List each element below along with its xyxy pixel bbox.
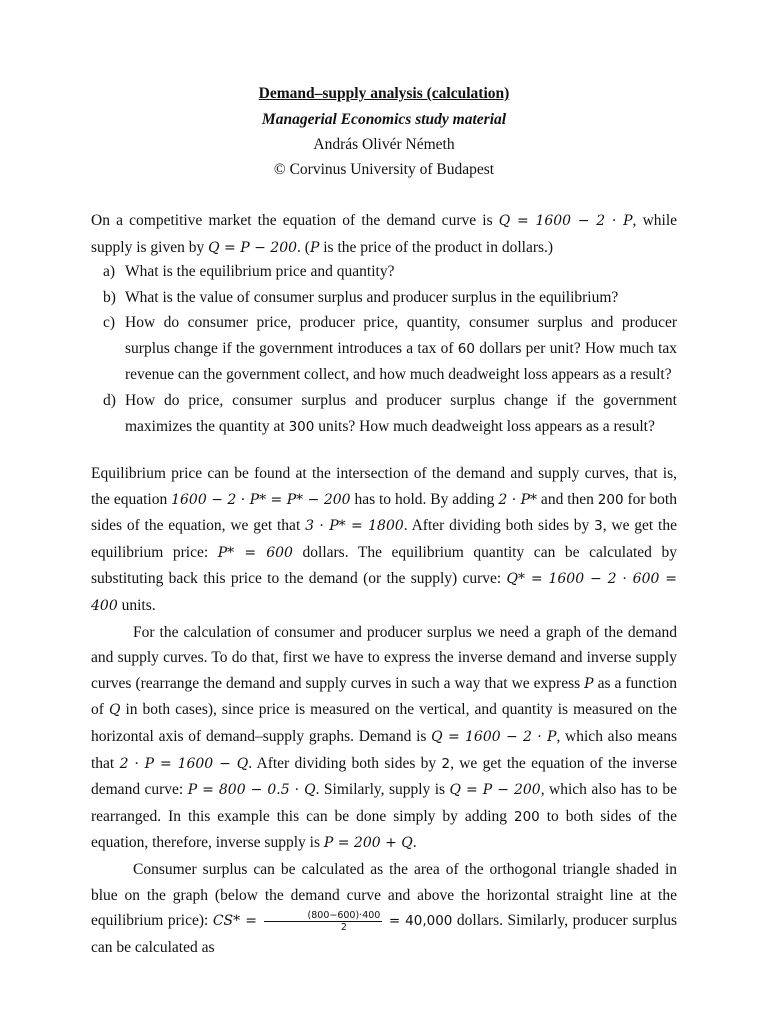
equation: P = 800 − 0.5 · Q	[187, 782, 316, 799]
paragraph-text: For the calculation of consumer and producer surplus we need a graph of the demand and supply curves. To do that, first we have to express the inverse demand and inverse supply curves (rearrange the demand and supply curves in such a way that we express	[91, 623, 677, 692]
paragraph-text: , we get the equilibrium price:	[91, 517, 677, 561]
problem-text: is the price of the product in dollars.)	[319, 238, 554, 256]
problem-text: On a competitive market the equation of the demand curve is	[91, 212, 499, 229]
fraction-denominator: 2	[340, 922, 347, 934]
paragraph-text: in both cases), since price is measured on the vertical, and quantity is measured on the horizontal axis of demand–supply graphs. Demand is	[91, 701, 677, 745]
supply-equation: Q = P − 200	[208, 239, 298, 256]
equation: P = 200 + Q	[323, 835, 413, 852]
equation: Q = 1600 − 2 · P	[431, 728, 557, 745]
question-label: c)	[103, 314, 116, 332]
question-text: How do consumer price, producer price, quantity, consumer surplus and producer surplus change if the government introduces a tax of	[125, 314, 677, 357]
question-label: a)	[103, 263, 116, 280]
document-title: Demand–supply analysis (calculation)	[258, 85, 510, 102]
paragraph-text: , which also has to be rearranged. In this example this can be done simply by adding	[91, 781, 677, 825]
paragraph-text: dollars. Similarly, producer surplus can be calculated as	[91, 912, 678, 956]
paragraph-text: as a function of	[91, 674, 677, 719]
solution-paragraph-2	[91, 620, 677, 857]
variable: P	[584, 675, 594, 692]
paragraph-text: has to hold. By adding	[350, 490, 499, 508]
question-text: units? How much deadweight loss appears as a result?	[314, 417, 655, 435]
number: 200	[597, 491, 624, 508]
document-subtitle: Managerial Economics study material	[261, 111, 507, 128]
paragraph-text: .	[412, 834, 417, 852]
variable: Q	[108, 702, 121, 719]
paragraph-text: and then	[537, 490, 598, 508]
question-label: d)	[103, 391, 116, 409]
question-item	[91, 259, 677, 285]
equation: P* = 600	[217, 544, 293, 561]
fraction	[264, 910, 383, 933]
solution-paragraph-3	[91, 857, 677, 960]
paragraph-text: dollars. The equilibrium quantity can be calculated by substituting back this price to the demand (or the supply) curve:	[91, 543, 677, 588]
paragraph-text: to both sides of the equation, therefore, inverse supply is	[91, 807, 677, 852]
question-item	[91, 285, 677, 311]
paragraph-text: units.	[117, 596, 156, 614]
equation: Q* = 1600 − 2 · 600 = 400	[91, 571, 678, 614]
paragraph-text: . Similarly, supply is	[315, 781, 450, 799]
consumer-surplus-symbol: CS* =	[212, 913, 257, 930]
equation: 1600 − 2 · P* = P* − 200	[171, 491, 351, 508]
question-text: How do price, consumer surplus and producer surplus change if the government maximizes the quantity at	[125, 391, 677, 435]
paragraph-text: for both sides of the equation, we get that	[91, 490, 677, 535]
paragraph-text: Consumer surplus can be calculated as the area of the orthogonal triangle shaded in blue on the graph (below the demand curve and above the horizontal straight line at the equilibrium price):	[91, 860, 677, 930]
question-label: b)	[103, 288, 116, 306]
paragraph-text: . After dividing both sides by	[403, 517, 595, 535]
equation: 2 · P*	[498, 491, 538, 508]
fraction-numerator: (800−600)·400	[264, 910, 383, 922]
solution-paragraph-1	[91, 461, 677, 620]
paragraph-text: , we get the equation of the inverse demand curve:	[91, 754, 677, 799]
document-author: András Olivér Németh	[313, 136, 455, 153]
equation: = 40,000	[388, 913, 453, 930]
question-text: What is the value of consumer surplus and producer surplus in the equilibrium?	[125, 288, 619, 306]
equation: 2 · P = 1600 − Q	[119, 755, 249, 772]
paragraph-text: , which also means that	[91, 727, 677, 772]
problem-statement	[91, 208, 677, 261]
question-item	[91, 310, 677, 388]
document-copyright: © Corvinus University of Budapest	[273, 161, 495, 178]
demand-equation: Q = 1600 − 2 · P	[498, 213, 633, 229]
equation: Q = P − 200	[449, 782, 541, 799]
number: 2	[441, 755, 451, 772]
question-list	[91, 259, 677, 440]
question-text: What is the equilibrium price and quantity?	[125, 263, 395, 280]
number: 3	[594, 518, 603, 535]
question-number: 300	[288, 418, 315, 435]
paragraph-text: . After dividing both sides by	[248, 754, 442, 772]
number: 200	[513, 808, 540, 825]
question-item	[91, 388, 677, 440]
problem-text: , while supply is given by	[91, 212, 678, 256]
equation: 3 · P* = 1800	[305, 518, 404, 535]
question-number: 60	[457, 340, 475, 357]
problem-text: . (	[297, 238, 310, 256]
paragraph-text: Equilibrium price can be found at the intersection of the demand and supply curves, that is, the equation	[91, 465, 677, 508]
question-text: dollars per unit? How much tax revenue can the government collect, and how much deadweight loss appears as a result?	[125, 339, 678, 384]
price-variable: P	[309, 239, 320, 256]
solution-body	[91, 461, 677, 960]
